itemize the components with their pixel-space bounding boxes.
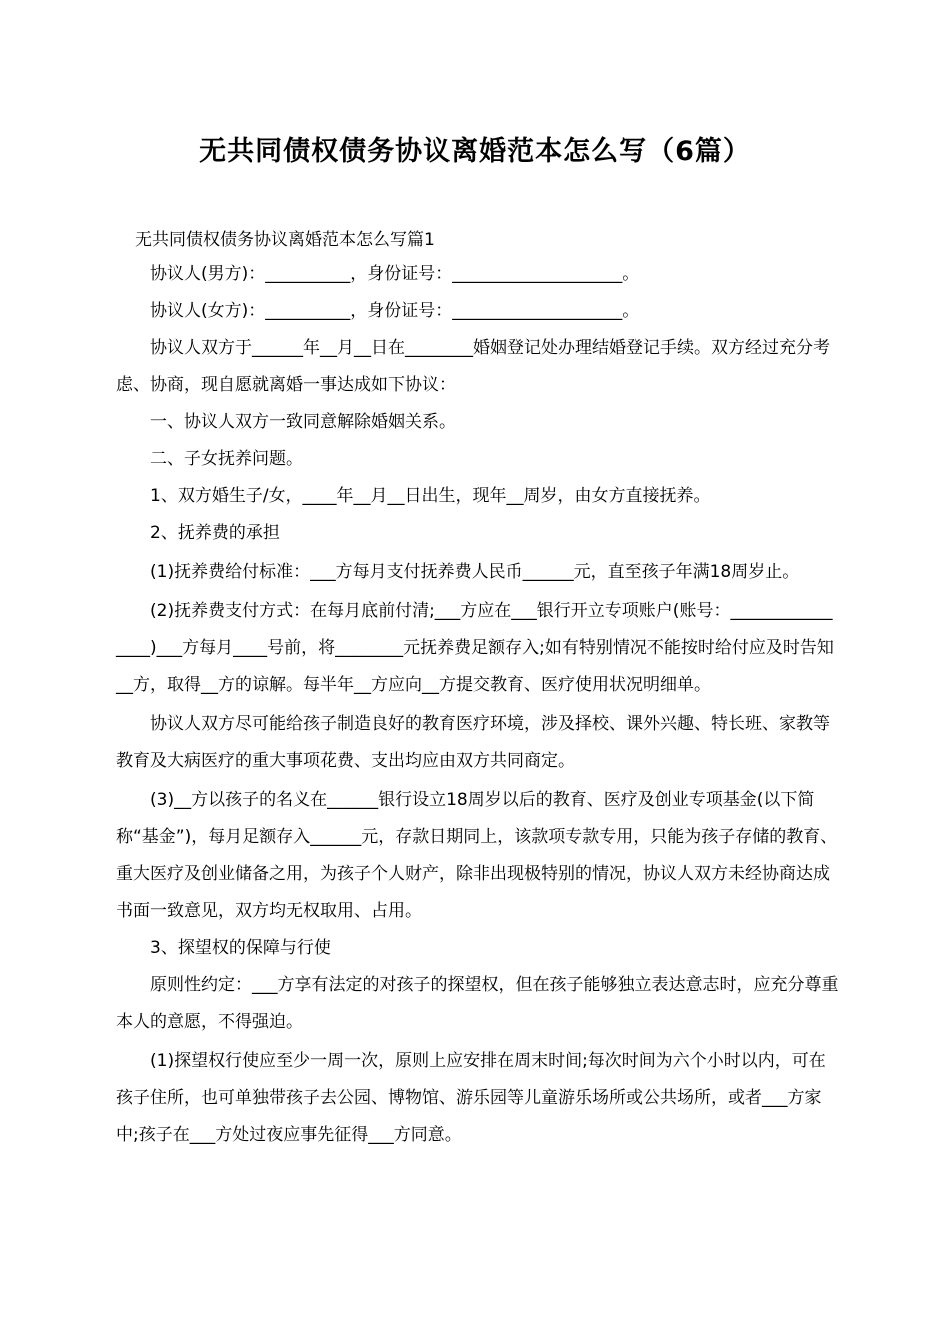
paragraph-support-heading: 2、抚养费的承担	[150, 523, 280, 543]
paragraph-visitation-principle: 原则性约定：___方享有法定的对孩子的探望权，但在孩子能够独立表达意志时，应充分尊重本人的意愿，不得强迫。	[116, 975, 839, 1032]
document-body	[116, 256, 840, 1154]
paragraph-fund: (3)__方以孩子的名义在______银行设立18周岁以后的教育、医疗及创业专项基金(以下简称“基金”)，每月足额存入______元，存款日期同上，该款项专款专用，只能为孩子存储的教育、重大医疗及创业储备之用，为孩子个人财产，除非出现极特别的情况，协议人双方未经协商达成书面一致意见，双方均无权取用、占用。	[116, 790, 838, 921]
paragraph-child-info: 1、双方婚生子/女，____年__月__日出生，现年__周岁，由女方直接抚养。	[150, 486, 711, 506]
paragraph-support-standard: (1)抚养费给付标准：___方每月支付抚养费人民币______元，直至孩子年满18周岁止。	[150, 562, 800, 582]
section-heading: 无共同债权债务协议离婚范本怎么写篇1	[135, 230, 435, 250]
paragraph-marriage-registration: 协议人双方于______年__月__日在________婚姻登记处办理结婚登记手续。双方经过充分考虑、协商，现自愿就离婚一事达成如下协议：	[116, 338, 830, 395]
paragraph-female-party: 协议人(女方)：__________，身份证号：____________________。	[150, 301, 640, 321]
paragraph-clause-1: 一、协议人双方一致同意解除婚姻关系。	[150, 412, 456, 432]
paragraph-male-party: 协议人(男方)：__________，身份证号：____________________。	[150, 264, 640, 284]
paragraph-visitation-heading: 3、探望权的保障与行使	[150, 938, 331, 958]
paragraph-visitation-frequency: (1)探望权行使应至少一周一次，原则上应安排在周末时间;每次时间为六个小时以内，可在孩子住所，也可单独带孩子去公园、博物馆、游乐园等儿童游乐场所或公共场所，或者___方家中;孩子在___方处过夜应事先征得___方同意。	[116, 1051, 826, 1145]
paragraph-clause-2: 二、子女抚养问题。	[150, 449, 303, 469]
paragraph-education-medical: 协议人双方尽可能给孩子制造良好的教育医疗环境，涉及择校、课外兴趣、特长班、家教等教育及大病医疗的重大事项花费、支出均应由双方共同商定。	[116, 714, 830, 771]
document-title: 无共同债权债务协议离婚范本怎么写（6篇）	[199, 136, 751, 167]
paragraph-support-payment: (2)抚养费支付方式：在每月底前付清;___方应在___银行开立专项账户(账号：________________)___方每月____号前，将________元抚养费足额存入;如有特别情况不能按时给付应及时告知__方，取得__方的谅解。每半年__方应向__方提交教育、医疗使用状况明细单。	[116, 601, 834, 695]
